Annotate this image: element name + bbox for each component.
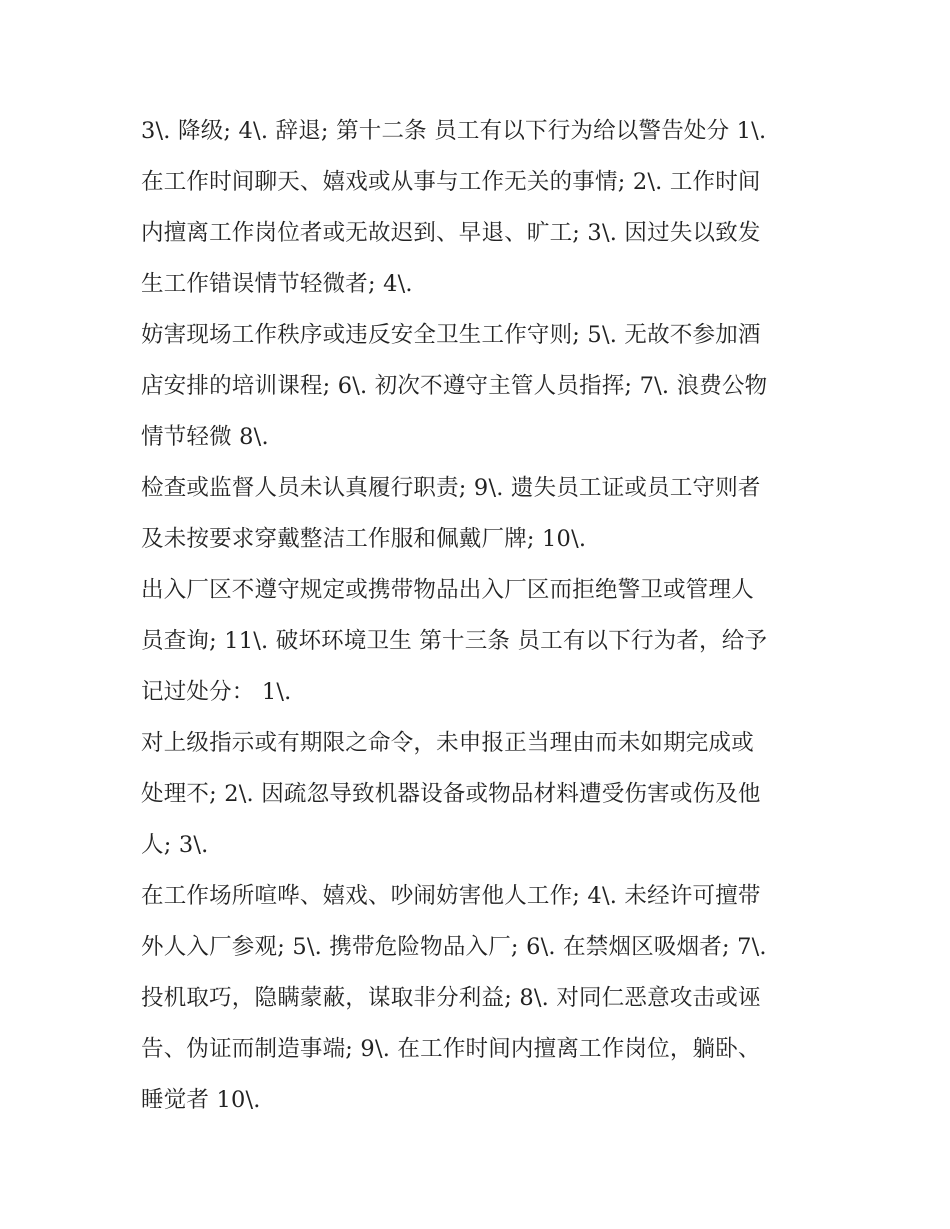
text-line: 情节轻微 8\. (141, 424, 269, 450)
text-line: 店安排的培训课程; 6\. 初次不遵守主管人员指挥; 7\. 浪费公物 (141, 373, 768, 399)
text-line: 员查询; 11\. 破坏环境卫生 第十三条 员工有以下行为者，给予 (141, 628, 768, 654)
text-line: 告、伪证而制造事端; 9\. 在工作时间内擅离工作岗位，躺卧、 (141, 1036, 761, 1062)
text-line: 内擅离工作岗位者或无故迟到、早退、旷工; 3\. 因过失以致发 (141, 220, 761, 246)
text-line: 外人入厂参观; 5\. 携带危险物品入厂; 6\. 在禁烟区吸烟者; 7\. (141, 934, 767, 960)
text-line: 检查或监督人员未认真履行职责; 9\. 遗失员工证或员工守则者 (141, 475, 761, 501)
text-line: 在工作时间聊天、嬉戏或从事与工作无关的事情; 2\. 工作时间 (141, 169, 761, 195)
text-line: 在工作场所喧哗、嬉戏、吵闹妨害他人工作; 4\. 未经许可擅带 (141, 883, 761, 909)
body-text (141, 106, 821, 1126)
text-line: 妨害现场工作秩序或违反安全卫生工作守则; 5\. 无故不参加酒 (141, 322, 761, 348)
text-line: 投机取巧，隐瞒蒙蔽，谋取非分利益; 8\. 对同仁恶意攻击或诬 (141, 985, 761, 1011)
text-line: 3\. 降级; 4\. 辞退; 第十二条 员工有以下行为给以警告处分 1\. (141, 118, 767, 144)
text-line: 处理不; 2\. 因疏忽导致机器设备或物品材料遭受伤害或伤及他 (141, 781, 761, 807)
text-line: 及未按要求穿戴整洁工作服和佩戴厂牌; 10\. (141, 526, 587, 552)
text-line: 生工作错误情节轻微者; 4\. (141, 271, 413, 297)
text-line: 睡觉者 10\. (141, 1087, 261, 1113)
text-line: 人; 3\. (141, 832, 209, 858)
text-line: 记过处分： 1\. (141, 679, 292, 705)
text-line: 出入厂区不遵守规定或携带物品出入厂区而拒绝警卫或管理人 (141, 577, 754, 603)
text-line: 对上级指示或有期限之命令，未申报正当理由而未如期完成或 (141, 730, 754, 756)
